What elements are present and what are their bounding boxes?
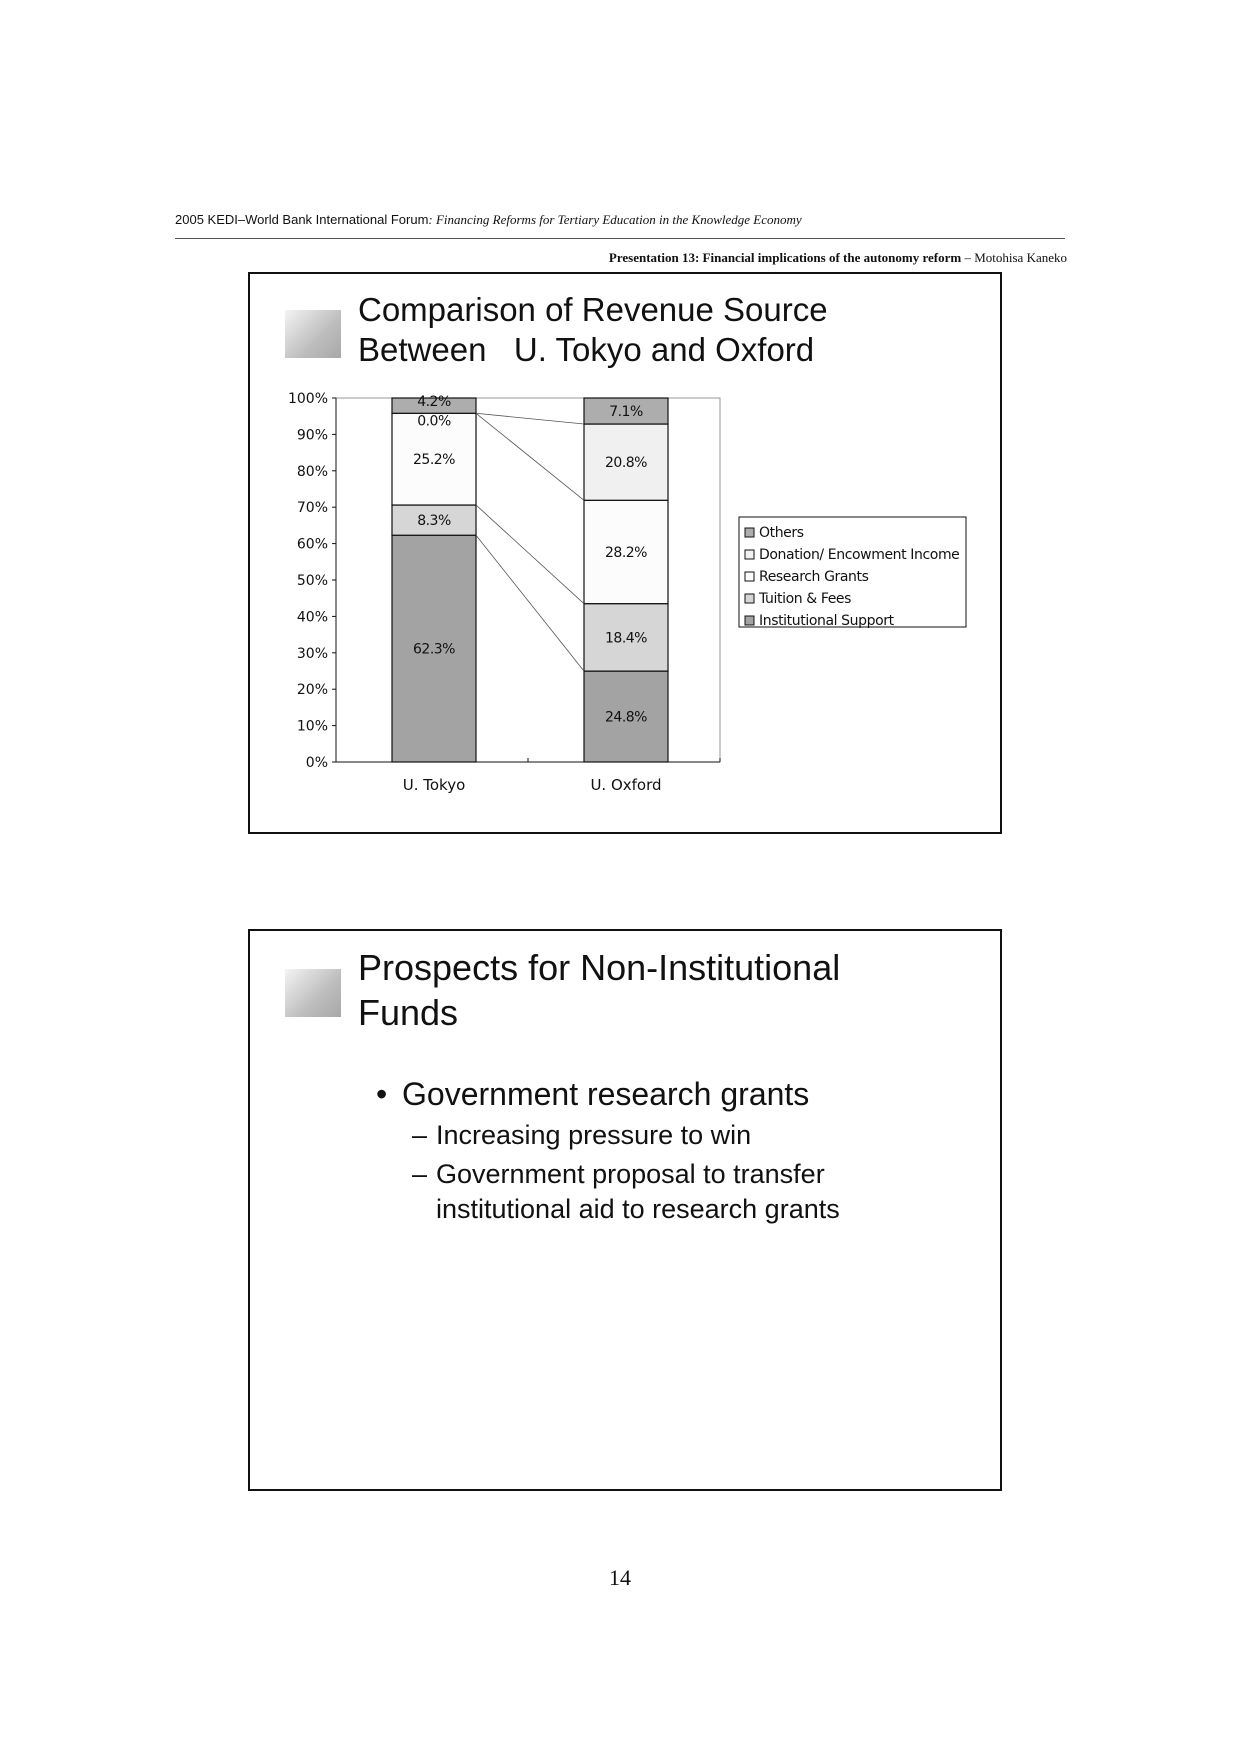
sub-bullet-text-line2: institutional aid to research grants xyxy=(436,1194,840,1224)
x-tick-label: U. Oxford xyxy=(590,776,662,794)
presentation-label: Presentation 13: Financial implications of the autonomy reform xyxy=(608,250,962,265)
slide-title-line2: Between U. Tokyo and Oxford xyxy=(358,331,815,368)
y-tick-label: 60% xyxy=(296,536,328,553)
data-label: 20.8% xyxy=(605,455,647,472)
legend-label: Donation/ Encowment Income xyxy=(759,547,960,563)
slide-title xyxy=(358,945,840,1035)
data-label: 18.4% xyxy=(605,630,647,647)
bullet-text: Government research grants xyxy=(402,1076,810,1112)
slide-title-line2: Funds xyxy=(358,992,459,1033)
page-number: 14 xyxy=(609,1565,631,1590)
author-name: Motohisa Kaneko xyxy=(974,250,1067,265)
forum-subtitle: : Financing Reforms for Tertiary Education in the Knowledge Economy xyxy=(428,212,802,227)
y-tick-label: 50% xyxy=(296,573,328,589)
legend-label: Tuition & Fees xyxy=(759,591,852,607)
legend-label: Others xyxy=(759,525,804,541)
header-rule xyxy=(175,238,1065,239)
author-separator: – xyxy=(961,250,975,265)
sub-bullet-text-line1: Government proposal to transfer xyxy=(436,1159,825,1189)
y-tick-label: 30% xyxy=(296,645,328,662)
bullet-list xyxy=(376,1074,840,1227)
slide-non-institutional-funds xyxy=(248,929,1002,1491)
y-tick-label: 70% xyxy=(296,500,328,517)
sub-bullet-item xyxy=(376,1157,840,1227)
y-tick-label: 0% xyxy=(305,755,328,771)
data-label: 0.0% xyxy=(417,413,451,430)
legend-swatch xyxy=(745,572,754,581)
data-label: 24.8% xyxy=(605,709,647,726)
bullet-item xyxy=(376,1074,840,1114)
sub-bullet-marker: – xyxy=(412,1159,428,1189)
slide-revenue-comparison xyxy=(248,272,1002,834)
legend-swatch xyxy=(745,550,754,559)
legend-label: Institutional Support xyxy=(759,613,894,629)
slide-title-line1: Comparison of Revenue Source xyxy=(358,291,828,328)
data-label: 4.2% xyxy=(417,394,451,410)
data-label: 7.1% xyxy=(609,404,643,421)
legend-swatch xyxy=(745,616,754,625)
sub-bullet-text: Increasing pressure to win xyxy=(436,1120,752,1150)
forum-name: 2005 KEDI–World Bank International Forum xyxy=(175,212,429,227)
y-tick-label: 80% xyxy=(296,463,328,480)
data-label: 62.3% xyxy=(413,641,455,658)
legend-label: Research Grants xyxy=(759,569,869,585)
y-tick-label: 40% xyxy=(296,609,328,626)
slide-title-marker xyxy=(285,969,341,1017)
data-label: 8.3% xyxy=(417,513,451,530)
legend-swatch xyxy=(745,594,754,603)
presentation-header xyxy=(609,250,1067,266)
y-tick-label: 100% xyxy=(287,391,328,407)
sub-bullet-marker: – xyxy=(412,1120,428,1150)
data-label: 28.2% xyxy=(605,544,647,561)
data-label: 25.2% xyxy=(413,452,455,469)
y-tick-label: 10% xyxy=(296,718,328,735)
bullet-marker: • xyxy=(376,1076,388,1112)
revenue-chart xyxy=(250,274,1000,832)
y-tick-label: 20% xyxy=(296,682,328,699)
forum-header xyxy=(175,212,802,228)
x-tick-label: U. Tokyo xyxy=(402,776,466,794)
y-tick-label: 90% xyxy=(296,427,328,444)
sub-bullet-item xyxy=(376,1118,840,1153)
legend-swatch xyxy=(745,528,754,537)
slide-title-line1: Prospects for Non-Institutional xyxy=(358,947,841,988)
